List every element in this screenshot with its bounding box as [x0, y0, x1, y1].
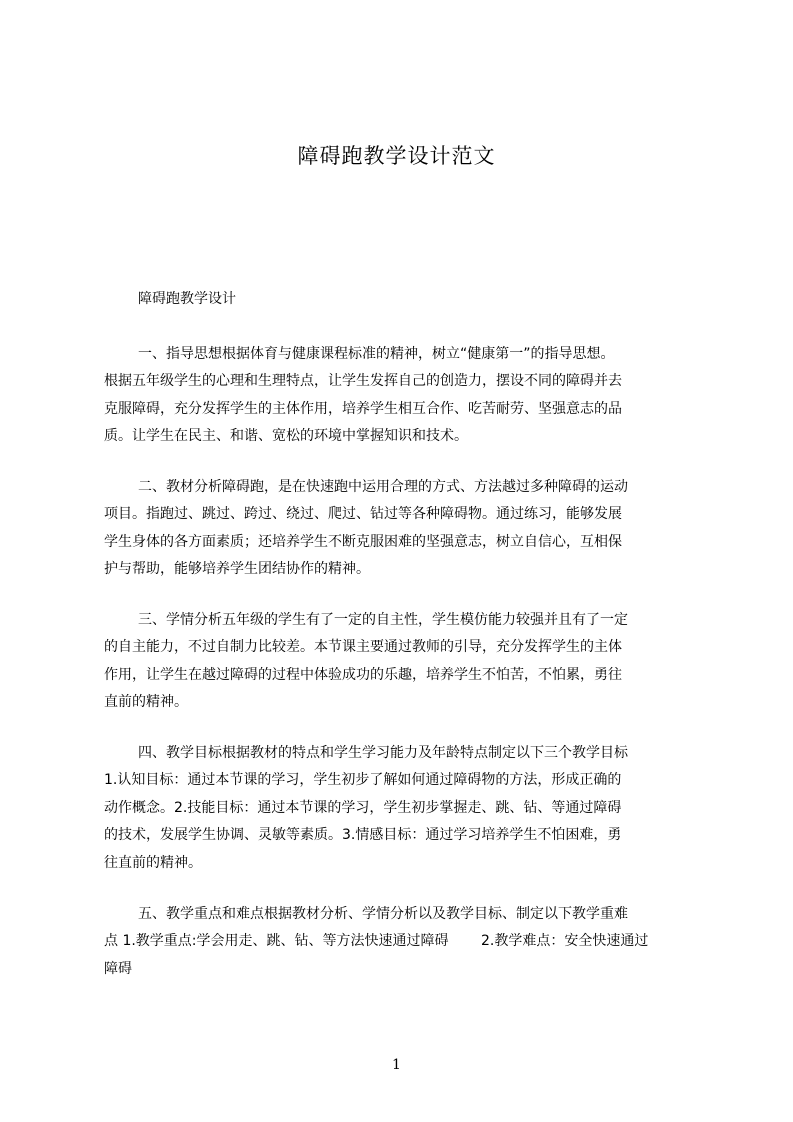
page-number: 1	[392, 1057, 401, 1073]
paragraph-line: 学生身体的各方面素质；还培养学生不断克服困难的坚强意志，树立自信心，互相保	[104, 533, 622, 550]
paragraph-line: 点 1.教学重点:学会用走、跳、钻、等方法快速通过障碍 2.教学难点：安全快速通过	[104, 933, 649, 950]
section-subtitle: 障碍跑教学设计	[138, 291, 236, 307]
paragraph-guiding-ideology	[104, 341, 699, 451]
paragraph-line: 的技术，发展学生协调、灵敏等素质。3.情感目标：通过学习培养学生不怕困难，勇	[104, 827, 622, 844]
paragraph-line: 质。让学生在民主、和谐、宽松的环境中掌握知识和技术。	[104, 428, 468, 445]
document-title: 障碍跑教学设计范文	[297, 144, 496, 168]
paragraph-line: 障碍	[104, 960, 132, 977]
paragraph-line: 五、教学重点和难点根据教材分析、学情分析以及教学目标、制定以下教学重难	[138, 906, 628, 922]
paragraph-line: 动作概念。2.技能目标：通过本节课的学习，学生初步掌握走、跳、钻、等通过障碍	[104, 799, 622, 816]
paragraph-line: 往直前的精神。	[104, 854, 202, 871]
paragraph-line: 1.认知目标：通过本节课的学习，学生初步了解如何通过障碍物的方法，形成正确的	[104, 772, 622, 789]
paragraph-line: 根据五年级学生的心理和生理特点，让学生发挥自己的创造力，摆设不同的障碍并去	[104, 373, 622, 390]
paragraph-line: 项目。指跑过、跳过、跨过、绕过、爬过、钻过等各种障碍物。通过练习，能够发展	[104, 506, 622, 523]
paragraph-line: 克服障碍，充分发挥学生的主体作用，培养学生相互合作、吃苦耐劳、坚强意志的品	[104, 400, 622, 417]
paragraph-line: 一、指导思想根据体育与健康课程标准的精神，树立“健康第一”的指导思想。	[138, 346, 615, 362]
paragraph-material-analysis	[104, 474, 699, 584]
paragraph-key-points	[104, 901, 699, 983]
paragraph-line: 的自主能力，不过自制力比较差。本节课主要通过教师的引导，充分发挥学生的主体	[104, 639, 622, 656]
paragraph-teaching-goals	[104, 740, 699, 877]
paragraph-line: 护与帮助，能够培养学生团结协作的精神。	[104, 561, 370, 578]
paragraph-student-analysis	[104, 607, 699, 717]
paragraph-line: 直前的精神。	[104, 694, 188, 711]
paragraph-line: 二、教材分析障碍跑，是在快速跑中运用合理的方式、方法越过多种障碍的运动	[138, 479, 628, 495]
paragraph-line: 作用，让学生在越过障碍的过程中体验成功的乐趣，培养学生不怕苦，不怕累，勇往	[104, 666, 622, 683]
paragraph-line: 三、学情分析五年级的学生有了一定的自主性，学生模仿能力较强并且有了一定	[138, 612, 628, 628]
paragraph-line: 四、教学目标根据教材的特点和学生学习能力及年龄特点制定以下三个教学目标	[138, 745, 628, 761]
